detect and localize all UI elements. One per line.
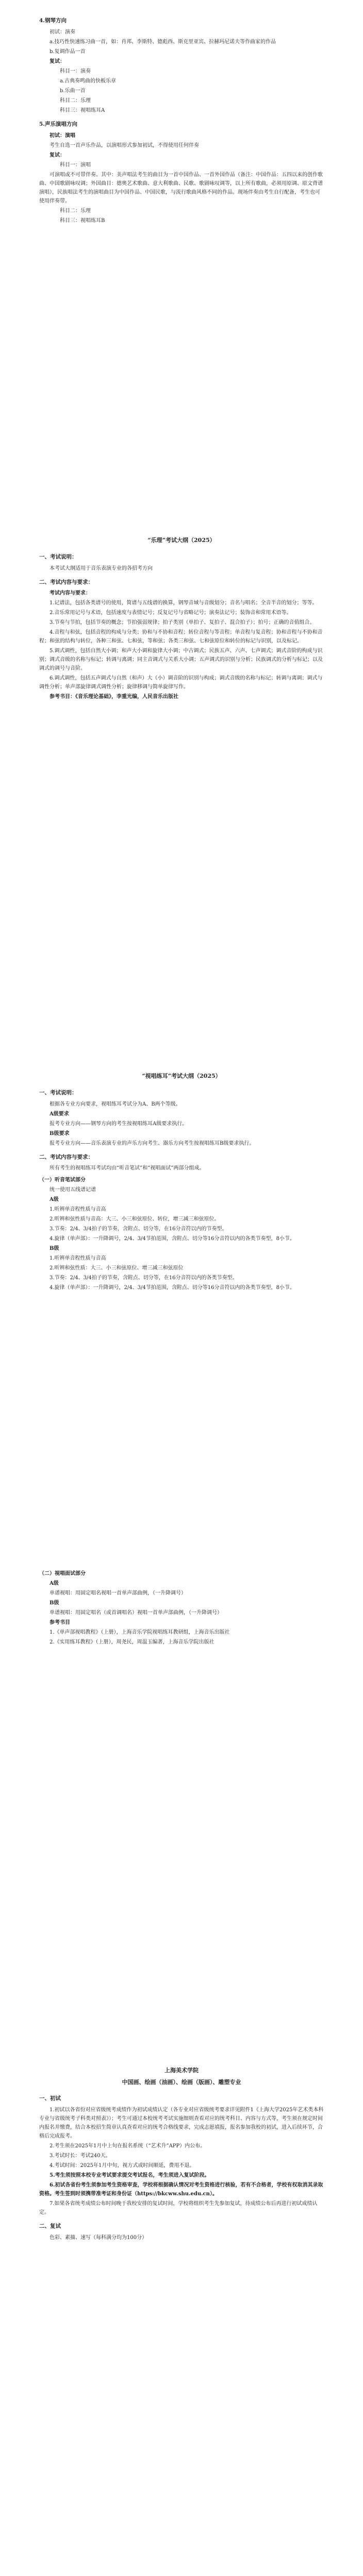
part1-heading: （一）听音笔试部分	[39, 1177, 86, 1183]
grade-a-label: A级	[50, 1197, 59, 1203]
reference-label: 参考书目：	[50, 694, 75, 700]
list-item: 2.考生须在2025年1月中上旬在报名系统（“艺术升”APP）内公布。	[50, 2143, 206, 2149]
list-item: 5.调式调性，包括自然大小调；和声大小调和旋律大小调；中古调式；民族五声、六声、七声调式；调式音阶的构成与识别；调式音级的名称与标记；转调与离调；同主音调式与关系大小调；五声调式的识别与分析；民族调式的分析与标记；以及调式的调号与音阶。	[39, 648, 323, 672]
grade-b-label: B级	[50, 1246, 59, 1252]
list-item: 3.考试时长：考试240天。	[50, 2153, 111, 2159]
list-item: 4.旋律（单声部）：一升降调号，2/4、3/4节拍范围，含附点、切分等16分音符以内的各类节奏型，8小节。	[50, 1236, 295, 1242]
list-item: 4.旋律（单声部）：一升降调号，2/4、3/4节拍范围，含附点、切分等16分音符以内的各类节奏型，8小节。	[50, 1285, 295, 1291]
text-line: 根据各专业方向要求，视唱练耳考试分为A、B两个等级。	[50, 1101, 181, 1107]
heading-retest: 二、复试	[39, 2223, 61, 2230]
part2-heading: （二）视唱面试部分	[39, 1571, 86, 1577]
heading-piano: 4.钢琴方向	[39, 18, 67, 24]
heading-initial: 一、初试	[39, 2095, 61, 2102]
retest-label: 复试：	[50, 152, 65, 158]
reference-label: 参考书目	[50, 1620, 70, 1625]
retest-label: 复试：	[50, 58, 65, 64]
list-item: 3.节奏与节拍，包括节奏的概念；节拍强弱规律；拍子类别（单拍子、复拍子、混合拍子）；拍号；正确的音值组合。	[50, 620, 315, 626]
text-line: 色彩、素描、速写（每科满分均为100分）	[50, 2235, 147, 2241]
text-line: a.古典奏鸣曲的快板乐章	[60, 78, 117, 84]
text-line: 科目三：视唱练耳A	[60, 107, 105, 113]
heading-desc: 一、考试说明：	[39, 553, 77, 560]
section-shichang-part2	[39, 1566, 324, 1648]
heading-content: 二、考试内容与要求：	[39, 579, 93, 585]
list-item: 2.听辨和弦性质：大三、小三和弦原位、增三减三和弦原位	[50, 1265, 184, 1272]
text-line: 单谱视唱：用固定唱名视唱一首单声部曲例，（一升降调号）	[50, 1590, 186, 1596]
text-line: b.复调作品一首	[50, 48, 86, 55]
text-line: 科目二：乐理	[60, 97, 91, 104]
list-item: 1.记谱法，包括各类谱号的使用，简谱与五线谱的换算，钢琴音域与音级划分；音名与唱名；全音半音的划分；等等。	[50, 600, 318, 606]
academy-subtitle: 中国画、绘画（油画）、绘画（版画）、雕塑专业	[122, 2078, 241, 2086]
shichang-title: “视唱练耳”考试大纲（2025）	[142, 1073, 221, 1079]
initial-label: 初试：演唱	[50, 132, 75, 139]
text-line: 考生自选一首声乐作品，以演唱形式参加初试，不得使用任何伴奏	[50, 142, 199, 148]
content-label: 考试内容与要求：	[50, 590, 91, 597]
a-level-label: A级要求	[50, 1111, 69, 1117]
text-line: 科目一：演奏	[60, 68, 91, 74]
list-item: 1.听辨单音程性质与音高	[50, 1256, 106, 1262]
heading-content: 二、考试内容与要求：	[39, 1154, 93, 1160]
list-item: 2.听辨和弦性质与音高：大三、小三和弦原位、转位，增三减三和弦原位。	[50, 1216, 220, 1223]
academy-title: 上海美术学院	[164, 2067, 199, 2074]
text-line: 科目三：视唱练耳B	[60, 217, 105, 224]
yueli-title: “乐理”考试大纲（2025）	[147, 537, 216, 544]
list-item: 4.考试时间：2025年1月中旬，视方式或时间顺延，费用不退。	[50, 2163, 195, 2169]
text-line: 报考专业方向——钢琴方向的考生按视唱练耳A级要求执行。	[50, 1121, 188, 1127]
heading-vocal: 5.声乐演唱方向	[39, 121, 77, 127]
section-shichang	[39, 1072, 324, 1293]
section-yueli	[39, 536, 324, 702]
text-line: 报考专业方向——音乐表演专业的声乐方向考生、器乐方向考生按视唱练耳B级要求执行。	[50, 1140, 255, 1146]
text-line: 初试：演奏	[50, 29, 75, 35]
list-item: 6.调式调性，包括五声调式与自然（和声）大（小）调音阶的识别与构成；调式音级的名称与标记；转调与离调；调式与调性分析；单声部旋律调式调性分析；旋律移调与简单旋律写作。	[39, 675, 323, 690]
list-item: 1.听辨单音程性质与音高	[50, 1207, 106, 1213]
list-item: 5.考生须按照本校专业考试要求提交考试报名，考生须进入复试阶段。	[50, 2173, 210, 2179]
text-line: 科目一：演唱	[60, 162, 91, 168]
list-item: 2.音乐常用记号与术语，包括速度与表情记号；反复记号与省略记号；演奏法记号；装饰音和常用术语等。	[50, 610, 292, 616]
reference-line	[39, 692, 324, 701]
text-line: 本考试大纲适用于音乐表演专业的各招考方向	[50, 565, 153, 571]
section-shanghai-academy	[39, 2066, 324, 2243]
section-piano-vocal	[39, 11, 324, 226]
grade-b2-label: B级	[50, 1600, 59, 1606]
list-item: 6.初试各省份考生须参加考生资格审查，学校将根据确认情况对考生资格进行核验，若有不合格者，学校有权取消其录取资格。考生签到时须携带准考证和身份证（https://bkcww.shu.edu.cn）。	[39, 2182, 323, 2197]
list-item: 4.音程与和弦，包括音程的构成与分类；协和与不协和音程；转位音程与等音程；单音程与复音程；协和音程与不协和音程；和弦的结构与转位，各种三和弦、七和弦，等和弦；各类三和弦、七和弦原位和转位的标记与识别，以及标记。	[39, 630, 323, 645]
text-line: 统一使用五线谱记谱	[50, 1187, 96, 1193]
reference-item: 1.《单声部视唱教程》（上册），上海音乐学院视唱练耳教研组，上海音乐出版社	[50, 1630, 230, 1635]
list-item: 3.节奏：2/4、3/4拍子的节奏，含附点、切分等，在16分音符以内的节奏型。	[50, 1226, 227, 1232]
reference-item: 2.《实用练耳教程》（上册），周尧民，周温玉编著，上海音乐学院出版社	[50, 1639, 214, 1645]
text-line: 所有考生的视唱练耳考试均由“听音笔试”和“视唱面试”两部分组成。	[50, 1165, 205, 1172]
grade-a2-label: A级	[50, 1581, 59, 1586]
list-item: 1.初试以各省份对应省级统考成绩作为初试成绩认定（各专业对应省级统考要求详见附件1《上海大学2025年艺术类本科专业与省级统考子科类对照表》）；考生可通过本校统考考试实施细则查看对应的统考科目、内容与方式等，考生须在规定时间内报名并缴费，结合本校招生简章认真查看对应的统考合格线要求，完成志愿填报，报名参加我校的初试，进入后续环节，合格后完成报考。	[39, 2107, 324, 2140]
text-line: 单谱视唱：用固定唱名（或首调唱名）视唱一首单声部曲例，（一升降调号）	[50, 1610, 222, 1616]
list-item: 7.如果各省统考成绩公布时间晚于我校安排的复试时间，学校将组织考生先参加复试，待成绩公布后再进行初试成绩认定。	[39, 2201, 318, 2216]
text-paragraph: 可演唱或不可带伴奏。其中：美声唱法考生的曲目为一首中国作品、一首外国作品（备注：中国作品：五四以来的创作歌曲、中国歌剧咏叹调；外国曲目：德奥艺术歌曲、意大利歌曲、民歌、歌剧咏叹调等，以上所有歌曲，必须用原调、原文背谱演唱），民族唱法考生的演唱曲目为中国作品、中国民歌，与流行歌曲风格不同的作品。现场伴奏由考生自行配备，考生也可使用伴奏带。	[39, 172, 323, 204]
text-line: a.技巧性快速练习曲一首，如：肖邦、李斯特、德彪西、斯克里亚宾、拉赫玛尼诺夫等作曲家的作品	[50, 39, 276, 45]
reference-text: 《音乐理论基础》，李重光编，人民音乐出版社	[75, 694, 178, 700]
list-item: 3.节奏：2/4、3/4拍子的节奏，含附点、切分等，在16分音符以内的各类节奏型。	[50, 1275, 238, 1281]
text-line: b.乐曲一首	[60, 88, 86, 94]
b-level-label: B级要求	[50, 1130, 70, 1137]
text-line: 科目二：乐理	[60, 208, 91, 214]
heading-desc: 一、考试说明：	[39, 1089, 77, 1096]
